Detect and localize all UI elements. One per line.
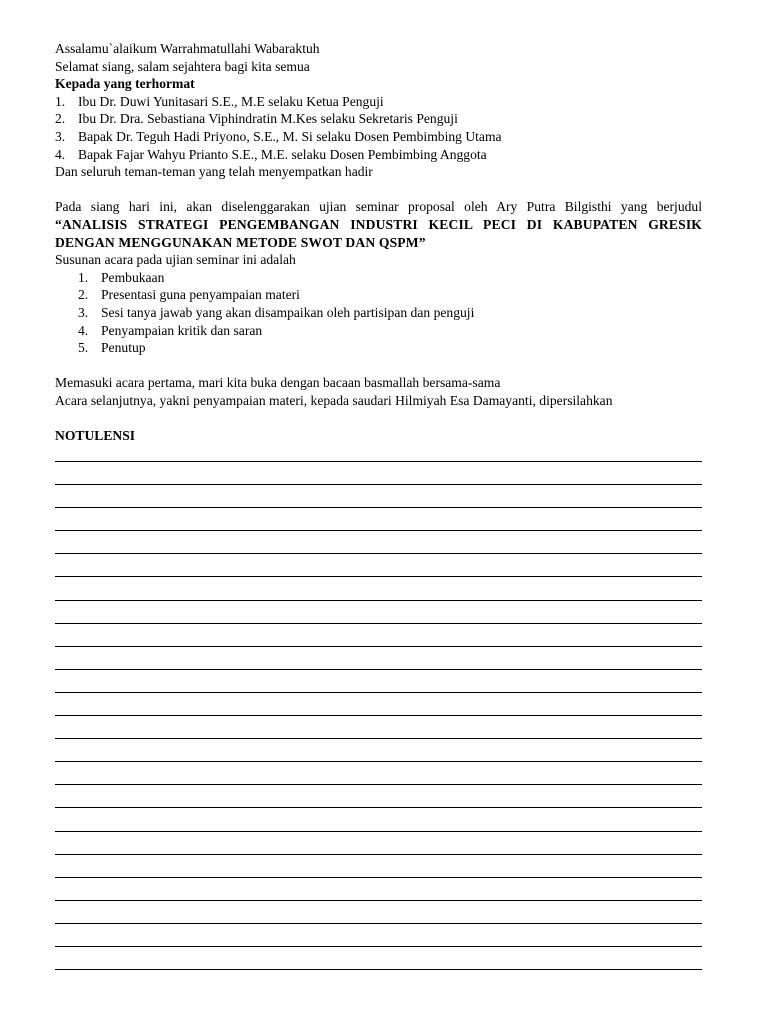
notulensi-line — [55, 761, 702, 784]
agenda-number: 4. — [78, 322, 89, 338]
list-text: Ibu Dr. Dra. Sebastiana Viphindratin M.Kes selaku Sekretaris Penguji — [78, 111, 458, 127]
opening-line: Memasuki acara pertama, mari kita buka dengan bacaan basmallah bersama-sama — [55, 375, 501, 391]
notulensi-heading: NOTULENSI — [55, 428, 136, 444]
notulensi-line — [55, 715, 702, 738]
list-item — [55, 110, 702, 128]
list-item — [55, 146, 702, 164]
thesis-title — [55, 216, 702, 251]
notulensi-line — [55, 692, 702, 715]
list-text: Ibu Dr. Duwi Yunitasari S.E., M.E selaku Ketua Penguji — [78, 93, 384, 109]
agenda-text: Sesi tanya jawab yang akan disampaikan oleh partisipan dan penguji — [101, 304, 475, 320]
agenda-text: Penyampaian kritik dan saran — [101, 322, 263, 338]
agenda-text: Pembukaan — [101, 269, 165, 285]
notulensi-line — [55, 877, 702, 900]
list-number: 2. — [55, 111, 66, 127]
notulensi-line — [55, 969, 702, 992]
list-item — [55, 93, 702, 111]
notulensi-line — [55, 623, 702, 646]
agenda-number: 5. — [78, 340, 89, 356]
notulensi-line — [55, 530, 702, 553]
spacer — [55, 181, 702, 199]
thesis-title-line-2: DENGAN MENGGUNAKAN METODE SWOT DAN QSPM” — [55, 234, 426, 250]
notulensi-line — [55, 646, 702, 669]
list-number: 3. — [55, 128, 66, 144]
notulensi-line — [55, 807, 702, 830]
notulensi-line — [55, 600, 702, 623]
document-page — [55, 40, 702, 445]
agenda-item — [78, 322, 702, 340]
spacer — [55, 409, 702, 427]
notulensi-line — [55, 923, 702, 946]
salutation-line: Assalamu`alaikum Warrahmatullahi Wabaraktuh — [55, 41, 320, 56]
notulensi-line — [55, 854, 702, 877]
agenda-list — [78, 269, 702, 357]
notulensi-line — [55, 553, 702, 576]
list-number: 1. — [55, 93, 66, 109]
list-number: 4. — [55, 146, 66, 162]
agenda-item — [78, 269, 702, 287]
notulensi-line — [55, 484, 702, 507]
notulensi-line — [55, 738, 702, 761]
closing-greeting: Dan seluruh teman-teman yang telah menyempatkan hadir — [55, 164, 373, 180]
agenda-text: Presentasi guna penyampaian materi — [101, 287, 300, 303]
notulensi-line — [55, 831, 702, 854]
agenda-number: 3. — [78, 304, 89, 320]
notulensi-line — [55, 507, 702, 530]
notulensi-line — [55, 461, 702, 484]
notulensi-line — [55, 576, 702, 599]
notulensi-line — [55, 946, 702, 969]
spacer — [55, 357, 702, 375]
intro-line: Pada siang hari ini, akan diselenggarakan ujian seminar proposal oleh Ary Putra Bilgisthi yang berjudul — [55, 199, 702, 215]
agenda-intro: Susunan acara pada ujian seminar ini adalah — [55, 252, 296, 268]
presentation-line: Acara selanjutnya, yakni penyampaian materi, kepada saudari Hilmiyah Esa Damayanti, dipersilahkan — [55, 392, 613, 408]
notulensi-line — [55, 900, 702, 923]
list-text: Bapak Dr. Teguh Hadi Priyono, S.E., M. Si selaku Dosen Pembimbing Utama — [78, 128, 502, 144]
list-text: Bapak Fajar Wahyu Prianto S.E., M.E. selaku Dosen Pembimbing Anggota — [78, 146, 487, 162]
notulensi-lines — [55, 461, 702, 992]
agenda-item — [78, 304, 702, 322]
agenda-text: Penutup — [101, 340, 146, 356]
agenda-number: 2. — [78, 287, 89, 303]
honoree-list — [55, 93, 702, 163]
addressee-heading: Kepada yang terhormat — [55, 76, 195, 92]
notulensi-line — [55, 669, 702, 692]
notulensi-line — [55, 784, 702, 807]
thesis-title-line-1: “ANALISIS STRATEGI PENGEMBANGAN INDUSTRI KECIL PECI DI KABUPATEN GRESIK — [55, 216, 702, 232]
greeting-line: Selamat siang, salam sejahtera bagi kita semua — [55, 58, 310, 74]
agenda-number: 1. — [78, 269, 89, 285]
list-item — [55, 128, 702, 146]
agenda-item — [78, 286, 702, 304]
agenda-item — [78, 339, 702, 357]
